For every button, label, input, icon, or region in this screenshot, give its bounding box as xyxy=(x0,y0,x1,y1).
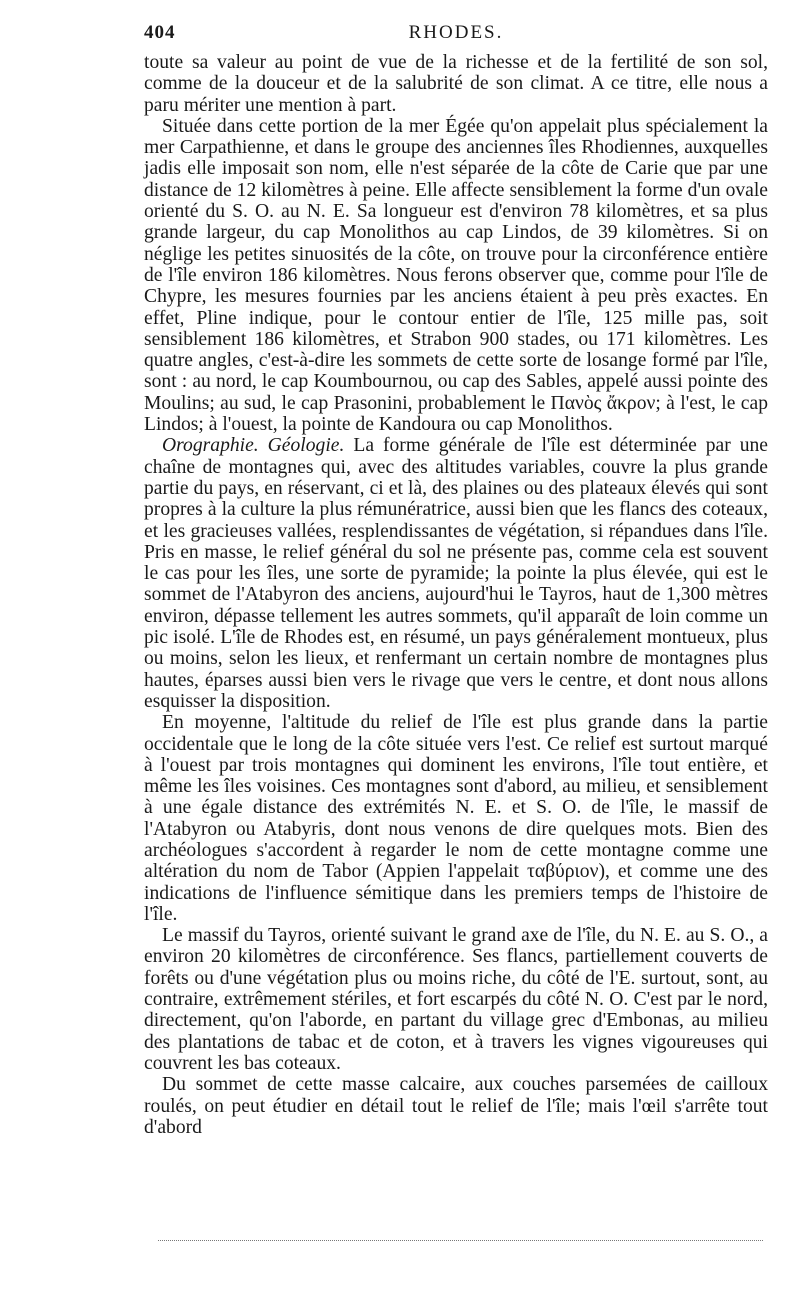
paragraph-text: Du sommet de cette masse calcaire, aux couches parsemées de cailloux roulés, on peut étudier en détail tout le relief de l'île; mais l'œil s'arrête tout d'abord xyxy=(144,1074,768,1138)
paragraph xyxy=(144,712,768,925)
paragraph-text: En moyenne, l'altitude du relief de l'île est plus grande dans la partie occidentale que le long de la côte située vers l'est. Ce relief est surtout marqué à l'ouest par trois montagnes qui dominent les environs, l'île tout entière, et même les îles voisines. Ces montagnes sont d'abord, au milieu, et sensiblement à une égale distance des extrémités N. E. et S. O. de l'île, le massif de l'Atabyron ou Atabyris, dont nous venons de dire quelques mots. Bien des archéologues s'accordent à regarder le nom de cette montagne comme une altération du nom de Tabor (Appien l'appelait ταβύριον), et comme une des indications de l'influence sémitique dans les premiers temps de l'histoire de l'île. xyxy=(144,712,768,925)
paragraph xyxy=(144,52,768,116)
paragraph-text: La forme générale de l'île est déterminée par une chaîne de montagnes qui, avec des altitudes variables, couvre la plus grande partie du pays, en réservant, ci et là, des plaines ou des plateaux élevés qui sont propres à la culture la plus rémunératrice, aussi bien que les flancs des coteaux, et les gracieuses vallées, resplendissantes de végétation, si répandues dans l'île. Pris en masse, le relief général du sol ne présente pas, comme cela est souvent le cas pour les îles, une sorte de pyramide; la pointe la plus élevée, qui est le sommet de l'Atabyron des anciens, aujourd'hui le Tayros, haut de 1,300 mètres environ, dépasse tellement les autres sommets, qu'il apparaît de loin comme un pic isolé. L'île de Rhodes est, en résumé, un pays généralement montueux, plus ou moins, selon les lieux, et renfermant un certain nombre de montagnes plus hautes, éparses aussi bien vers le rivage que vers le centre, et dont nous allons esquisser la disposition. xyxy=(144,435,768,712)
page-number: 404 xyxy=(144,22,176,43)
paragraph xyxy=(144,435,768,712)
page-header xyxy=(144,22,768,52)
running-head: RHODES. xyxy=(408,22,504,43)
paragraph-text: Le massif du Tayros, orienté suivant le grand axe de l'île, du N. E. au S. O., a environ 20 kilomètres de circonférence. Ses flancs, partiellement couverts de forêts ou d'une végétation plus ou moins riche, du côté de l'E. surtout, sont, au contraire, extrêmement stériles, et fort escarpés du côté N. O. C'est par le nord, directement, qu'on l'aborde, en partant du village grec d'Embonas, au milieu des plantations de tabac et de coton, et à travers les vignes vigoureuses qui couvrent les bas coteaux. xyxy=(144,925,768,1074)
paragraph xyxy=(144,925,768,1074)
footer-rule xyxy=(158,1240,763,1241)
section-heading: Orographie. Géologie. xyxy=(162,435,345,457)
paragraph xyxy=(144,1074,768,1138)
paragraph-text: Située dans cette portion de la mer Égée qu'on appelait plus spécialement la mer Carpathienne, et dans le groupe des anciennes îles Rhodiennes, auxquelles jadis elle imposait son nom, elle n'est séparée de la côte de Carie que par une distance de 12 kilomètres à peine. Elle affecte sensiblement la forme d'un ovale orienté du S. O. au N. E. Sa longueur est d'environ 78 kilomètres, et sa plus grande largeur, du cap Monolithos au cap Lindos, de 39 kilomètres. Si on néglige les petites sinuosités de la côte, on trouve pour la circonférence entière de l'île environ 186 kilomètres. Nous ferons observer que, comme pour l'île de Chypre, les mesures fournies par les anciens étaient à peu près exactes. En effet, Pline indique, pour le contour entier de l'île, 125 mille pas, soit sensiblement 186 kilomètres, et Strabon 900 stades, ou 171 kilomètres. Les quatre angles, c'est-à-dire les sommets de cette sorte de losange formé par l'île, sont : au nord, le cap Koumbournou, ou cap des Sables, appelé aussi pointe des Moulins; au sud, le cap Prasonini, probablement le Πανὸς ἄκρον; à l'est, le cap Lindos; à l'ouest, la pointe de Kandoura ou cap Monolithos. xyxy=(144,115,768,436)
paragraph-text: toute sa valeur au point de vue de la richesse et de la fertilité de son sol, comme de la douceur et de la salubrité de son climat. A ce titre, elle nous a paru mériter une mention à part. xyxy=(144,52,768,116)
body-text xyxy=(144,52,768,1138)
paragraph xyxy=(144,116,768,435)
page xyxy=(144,22,768,1138)
